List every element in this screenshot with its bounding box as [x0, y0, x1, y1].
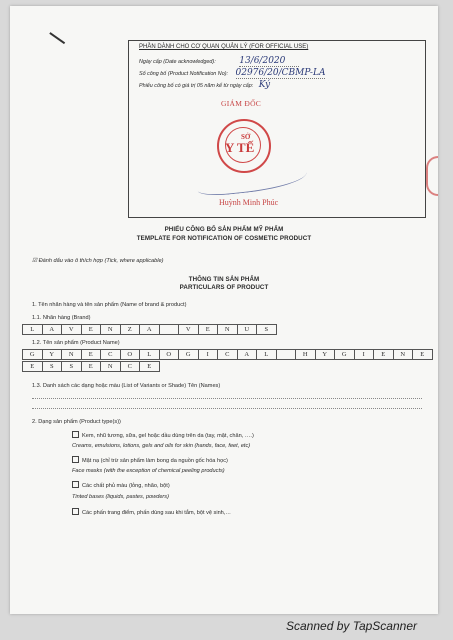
brand-cell: S [257, 324, 277, 335]
type-1-checkbox[interactable] [72, 431, 79, 438]
type-2-vi-label: Mặt nạ (chỉ trừ sản phẩm làm bong da nguồn gốc hóa học) [82, 458, 228, 464]
question-2: 2. Dạng sản phẩm (Product type(s)) [32, 419, 121, 425]
product-name-cell: N [394, 349, 414, 360]
brand-cell: E [199, 324, 219, 335]
document-page [10, 6, 438, 614]
product-name-cell: E [413, 349, 433, 360]
type-1-vi-label: Kem, nhũ tương, sữa, gel hoặc dầu dùng trên da (tay, mặt, chân, ….) [82, 433, 254, 439]
product-name-cell: C [218, 349, 238, 360]
signature-mark [196, 163, 308, 197]
date-acknowledged-row [139, 56, 299, 67]
product-name-cell: N [101, 361, 121, 372]
scanner-watermark: Scanned by TapScanner [286, 619, 417, 633]
type-2-vi [72, 456, 228, 464]
corner-pen-mark [50, 32, 66, 44]
type-3-en: Tinted bases (liquids, pastes, powders) [72, 494, 169, 500]
product-name-cell: N [62, 349, 82, 360]
question-1-2: 1.2. Tên sản phẩm (Product Name) [32, 340, 120, 346]
product-name-cell: S [62, 361, 82, 372]
product-name-cell: E [22, 361, 43, 372]
official-use-title: PHẦN DÀNH CHO CƠ QUAN QUẢN LÝ (FOR OFFICIAL USE) [139, 44, 309, 50]
type-3-vi [72, 481, 170, 489]
date-value: 13/6/2020 [239, 56, 299, 67]
doc-title-vi: PHIẾU CÔNG BỐ SẢN PHẨM MỸ PHẨM [164, 226, 284, 233]
brand-cell: L [22, 324, 43, 335]
product-name-cell: O [121, 349, 141, 360]
product-name-cell [277, 349, 297, 360]
health-department-seal [217, 119, 271, 173]
product-name-cell: H [296, 349, 316, 360]
type-3-vi-label: Các chất phủ màu (lỏng, nhão, bột) [82, 483, 170, 489]
brand-cell: V [179, 324, 199, 335]
brand-cell: U [238, 324, 258, 335]
notification-number-row [139, 68, 325, 79]
variant-line-1 [32, 398, 422, 399]
product-name-grid-row-1 [22, 349, 433, 360]
product-name-cell: I [355, 349, 375, 360]
product-name-cell: G [335, 349, 355, 360]
product-name-grid-row-2 [22, 361, 160, 372]
date-label: Ngày cấp (Date acknowledged): [139, 59, 216, 65]
product-name-cell: Y [316, 349, 336, 360]
product-name-cell: A [238, 349, 258, 360]
brand-cell: N [101, 324, 121, 335]
product-name-cell: I [199, 349, 219, 360]
product-name-cell: G [179, 349, 199, 360]
brand-grid [22, 324, 277, 335]
brand-cell: V [62, 324, 82, 335]
number-label: Số công bố (Product Notification No): [139, 71, 228, 77]
product-name-cell: E [140, 361, 160, 372]
type-4-vi [72, 508, 231, 516]
product-name-cell: E [374, 349, 394, 360]
edge-stamp-fragment [426, 156, 438, 196]
product-name-cell: C [101, 349, 121, 360]
product-name-cell: S [43, 361, 63, 372]
question-1: 1. Tên nhãn hàng và tên sản phẩm (Name of brand & product) [32, 302, 187, 308]
type-2-checkbox[interactable] [72, 456, 79, 463]
doc-title-en: TEMPLATE FOR NOTIFICATION OF COSMETIC PRODUCT [136, 235, 312, 242]
brand-cell: A [43, 324, 63, 335]
section-title-vi: THÔNG TIN SẢN PHẨM [188, 276, 260, 283]
type-4-checkbox[interactable] [72, 508, 79, 515]
question-1-1: 1.1. Nhãn hàng (Brand) [32, 315, 91, 321]
validity-value: Ký [258, 80, 271, 90]
brand-cell: Z [121, 324, 141, 335]
tick-note: ☑ Đánh dấu vào ô thích hợp (Tick, where applicable) [32, 258, 164, 264]
director-name: Huỳnh Minh Phúc [219, 198, 279, 207]
brand-cell: A [140, 324, 160, 335]
validity-label: Phiếu công bố có giá trị 05 năm kể từ ngày cấp: [139, 83, 254, 89]
product-name-cell: C [121, 361, 141, 372]
brand-cell: N [218, 324, 238, 335]
official-use-box [128, 40, 426, 218]
type-1-vi [72, 431, 254, 439]
section-title-en: PARTICULARS OF PRODUCT [179, 284, 269, 291]
type-2-en: Face masks (with the exception of chemical peeling products) [72, 468, 225, 474]
variant-line-2 [32, 408, 422, 409]
product-name-cell: L [257, 349, 277, 360]
question-1-3: 1.3. Danh sách các dạng hoặc màu (List of Variants or Shade) Tên (Names) [32, 383, 221, 389]
number-value: 02976/20/CBMP-LA [235, 68, 326, 78]
validity-row [139, 80, 270, 90]
brand-cell [160, 324, 180, 335]
seal-top-text: SỞ [241, 133, 251, 141]
product-name-cell: L [140, 349, 160, 360]
product-name-cell: E [82, 349, 102, 360]
type-3-checkbox[interactable] [72, 481, 79, 488]
type-4-vi-label: Các phấn trang điểm, phấn dùng sau khi tắm, bột vệ sinh,… [82, 510, 231, 516]
brand-cell: E [82, 324, 102, 335]
product-name-cell: G [22, 349, 43, 360]
type-1-en: Creams, emulsions, lotions, gels and oils for skin (hands, face, feet, etc) [72, 443, 251, 449]
product-name-cell: Y [43, 349, 63, 360]
product-name-cell: O [160, 349, 180, 360]
product-name-cell: E [82, 361, 102, 372]
seal-main-text: Y TẾ [225, 140, 255, 155]
director-title: GIÁM ĐỐC [221, 99, 262, 108]
